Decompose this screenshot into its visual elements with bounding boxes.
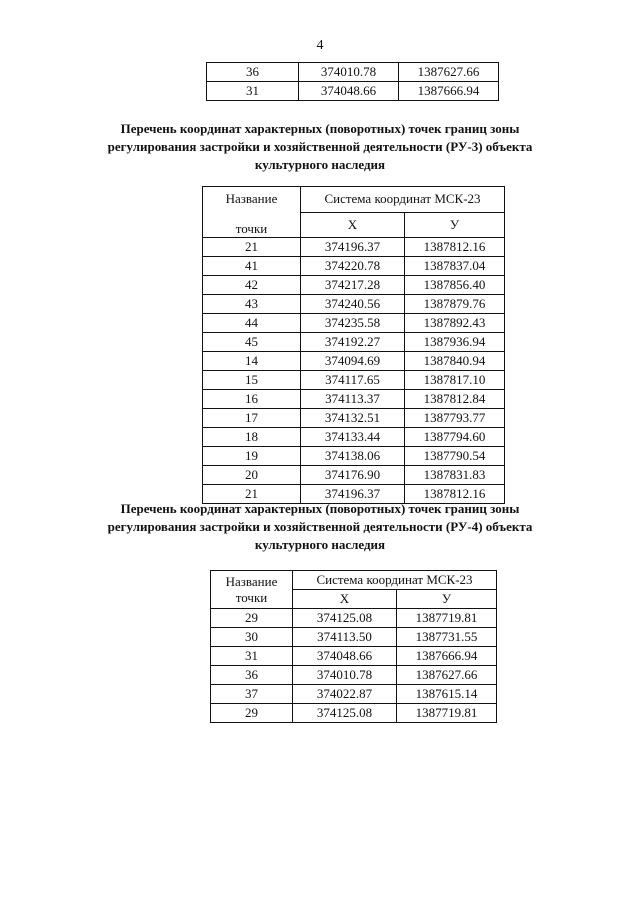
continuation-table (206, 62, 499, 101)
table-row (203, 428, 505, 447)
heading-ru4-line3: культурного наследия (254, 537, 386, 552)
header-x: X (293, 590, 397, 609)
table-row (203, 238, 505, 257)
point-name-cell: 42 (203, 276, 301, 295)
x-cell: 374192.27 (301, 333, 405, 352)
y-cell: 1387840.94 (405, 352, 505, 371)
y-cell: 1387794.60 (405, 428, 505, 447)
x-cell: 374094.69 (301, 352, 405, 371)
point-name-cell: 43 (203, 295, 301, 314)
table-row (211, 704, 497, 723)
heading-ru3 (0, 120, 640, 174)
coordinates-table-ru4 (210, 570, 497, 723)
y-cell: 1387831.83 (405, 466, 505, 485)
x-cell: 374176.90 (301, 466, 405, 485)
y-cell: 1387666.94 (399, 82, 499, 101)
y-cell: 1387879.76 (405, 295, 505, 314)
point-name-cell: 30 (211, 628, 293, 647)
heading-ru3-line1: Перечень координат характерных (поворотных) точек границ зоны (120, 121, 520, 136)
table-row (211, 609, 497, 628)
table-row (211, 685, 497, 704)
table-row (203, 447, 505, 466)
table-row (207, 63, 499, 82)
y-cell: 1387892.43 (405, 314, 505, 333)
point-name-cell: 29 (211, 704, 293, 723)
header-name-line1: Название (225, 191, 278, 206)
y-cell: 1387817.10 (405, 371, 505, 390)
x-cell: 374022.87 (293, 685, 397, 704)
header-coordinate-system: Система координат МСК-23 (293, 571, 497, 590)
table-row (203, 314, 505, 333)
point-name-cell: 31 (207, 82, 299, 101)
point-name-cell: 15 (203, 371, 301, 390)
y-cell: 1387837.04 (405, 257, 505, 276)
header-name-line2: точки (235, 589, 268, 605)
header-x: X (301, 212, 405, 238)
x-cell: 374125.08 (293, 609, 397, 628)
point-name-cell: 44 (203, 314, 301, 333)
table-row (203, 409, 505, 428)
x-cell: 374010.78 (299, 63, 399, 82)
point-name-cell: 36 (207, 63, 299, 82)
point-name-cell: 36 (211, 666, 293, 685)
table-row (207, 82, 499, 101)
y-cell: 1387615.14 (397, 685, 497, 704)
heading-ru4-line1: Перечень координат характерных (поворотных) точек границ зоны (120, 501, 520, 516)
table-row (203, 295, 505, 314)
y-cell: 1387793.77 (405, 409, 505, 428)
x-cell: 374133.44 (301, 428, 405, 447)
y-cell: 1387812.16 (405, 238, 505, 257)
point-name-cell: 20 (203, 466, 301, 485)
x-cell: 374048.66 (293, 647, 397, 666)
x-cell: 374113.50 (293, 628, 397, 647)
point-name-cell: 45 (203, 333, 301, 352)
x-cell: 374217.28 (301, 276, 405, 295)
table-row (203, 352, 505, 371)
table-row (211, 666, 497, 685)
y-cell: 1387666.94 (397, 647, 497, 666)
point-name-cell: 14 (203, 352, 301, 371)
x-cell: 374113.37 (301, 390, 405, 409)
y-cell: 1387627.66 (397, 666, 497, 685)
point-name-cell: 18 (203, 428, 301, 447)
table-row (203, 466, 505, 485)
x-cell: 374048.66 (299, 82, 399, 101)
page-number: 4 (316, 38, 324, 53)
header-name-line1: Название (225, 573, 278, 589)
y-cell: 1387812.16 (405, 485, 505, 504)
table-row (203, 371, 505, 390)
y-cell: 1387856.40 (405, 276, 505, 295)
x-cell: 374220.78 (301, 257, 405, 276)
point-name-cell: 16 (203, 390, 301, 409)
x-cell: 374196.37 (301, 238, 405, 257)
y-cell: 1387936.94 (405, 333, 505, 352)
point-name-cell: 21 (203, 485, 301, 504)
x-cell: 374240.56 (301, 295, 405, 314)
x-cell: 374138.06 (301, 447, 405, 466)
point-name-cell: 31 (211, 647, 293, 666)
table-row (203, 257, 505, 276)
x-cell: 374010.78 (293, 666, 397, 685)
point-name-cell: 21 (203, 238, 301, 257)
header-y: У (397, 590, 497, 609)
table-row (203, 276, 505, 295)
x-cell: 374235.58 (301, 314, 405, 333)
table-row (211, 647, 497, 666)
table-row (211, 628, 497, 647)
x-cell: 374117.65 (301, 371, 405, 390)
heading-ru4-line2: регулирования застройки и хозяйственной деятельности (РУ-4) объекта (107, 519, 533, 534)
heading-ru3-line3: культурного наследия (254, 157, 386, 172)
y-cell: 1387790.54 (405, 447, 505, 466)
table-row (203, 333, 505, 352)
x-cell: 374132.51 (301, 409, 405, 428)
header-y: У (405, 212, 505, 238)
x-cell: 374125.08 (293, 704, 397, 723)
y-cell: 1387731.55 (397, 628, 497, 647)
y-cell: 1387719.81 (397, 609, 497, 628)
header-point-name (203, 187, 301, 238)
heading-ru3-line2: регулирования застройки и хозяйственной деятельности (РУ-3) объекта (107, 139, 533, 154)
x-cell: 374196.37 (301, 485, 405, 504)
coordinates-table-ru3 (202, 186, 505, 504)
header-coordinate-system: Система координат МСК-23 (301, 187, 505, 213)
point-name-cell: 29 (211, 609, 293, 628)
header-name-line2: точки (235, 221, 268, 236)
y-cell: 1387719.81 (397, 704, 497, 723)
point-name-cell: 19 (203, 447, 301, 466)
table-row (203, 390, 505, 409)
heading-ru4 (0, 500, 640, 554)
header-point-name (211, 571, 293, 609)
y-cell: 1387627.66 (399, 63, 499, 82)
point-name-cell: 17 (203, 409, 301, 428)
point-name-cell: 37 (211, 685, 293, 704)
point-name-cell: 41 (203, 257, 301, 276)
y-cell: 1387812.84 (405, 390, 505, 409)
